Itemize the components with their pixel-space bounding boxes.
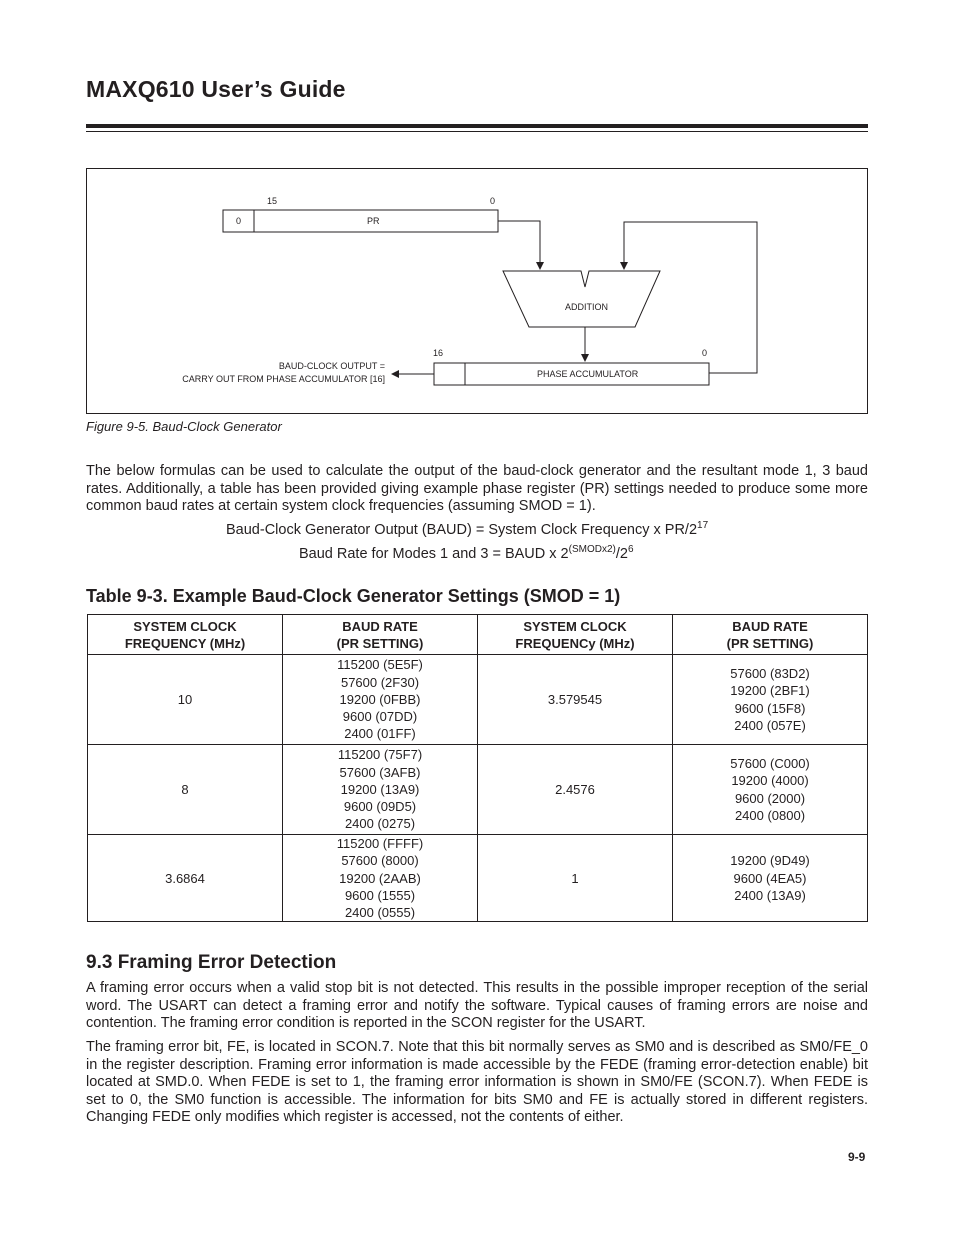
acc-bit-high-label: 16 [433,348,444,358]
table-title: Table 9-3. Example Baud-Clock Generator Settings (SMOD = 1) [86,586,621,606]
table-row [88,745,868,835]
acc-bit-low-label: 0 [702,348,708,358]
output-label-line1: BAUD-CLOCK OUTPUT = [278,361,385,371]
section-heading: 9.3 Framing Error Detection [86,952,337,973]
formula-baud-output-exponent: 17 [697,520,709,531]
section-paragraph-2: The framing error bit, FE, is located in SCON.7. Note that this bit normally serves as SM0 and is described as SM0/FE_0 in the register description. Framing error information is made accessible by the FEDE (framing error-detection enable) bit located at SMD.0. When FEDE is set to 1, the framing error information is shown in SM0/FE (SCON.7). When FEDE is set to 0, the SM0 function is accessible. The information for bits SM0 and FE is actually stored in different registers. Changing FEDE only modifies which register is accessed, not the contents of either. [86,1039,868,1125]
table-row [88,655,868,745]
formula-baud-rate-text: Baud Rate for Modes 1 and 3 = BAUD x 2 [299,546,569,562]
freq-cell: 3.6864 [88,835,283,922]
baud-cell: 115200 (75F7) 57600 (3AFB) 19200 (13A9) 9600 (09D5) 2400 (0275) [283,745,478,835]
addition-label: ADDITION [565,302,609,312]
pr-register-label: PR [367,216,380,226]
table-header-cell: SYSTEM CLOCK FREQUENCY (MHz) [88,615,283,655]
formula-baud-rate [299,546,634,562]
table-header-cell: SYSTEM CLOCK FREQUENCy (MHz) [478,615,673,655]
baud-cell: 19200 (9D49) 9600 (4EA5) 2400 (13A9) [673,835,868,922]
formula-baud-rate-divisor-exponent: 6 [627,544,634,555]
baud-cell: 115200 (FFFF) 57600 (8000) 19200 (2AAB) 9600 (1555) 2400 (0555) [283,835,478,922]
pr-to-adder-arrow [498,221,540,269]
header-rule-thick [86,124,868,128]
formula-baud-output [226,522,708,538]
pr-register-box [223,210,498,232]
table-header-cell: BAUD RATE (PR SETTING) [673,615,868,655]
pr-msb-cell-label: 0 [236,216,242,226]
baud-cell: 115200 (5E5F) 57600 (2F30) 19200 (0FBB) 9600 (07DD) 2400 (01FF) [283,655,478,745]
baud-cell: 57600 (83D2) 19200 (2BF1) 9600 (15F8) 2400 (057E) [673,655,868,745]
page-header-title: MAXQ610 User’s Guide [86,76,346,102]
table-header-row [88,615,868,655]
baud-cell: 57600 (C000) 19200 (4000) 9600 (2000) 2400 (0800) [673,745,868,835]
header-rule-thin [86,131,868,132]
page-number: 9-9 [848,1150,866,1164]
baud-clock-diagram [87,169,867,413]
table-row [88,835,868,922]
freq-cell: 2.4576 [478,745,673,835]
figure-caption: Figure 9-5. Baud-Clock Generator [86,419,282,434]
baud-clock-generator-figure [86,168,868,414]
section-paragraph-1: A framing error occurs when a valid stop bit is not detected. This results in the possible improper reception of the serial word. The USART can detect a framing error and notify the software. Typical causes of framing errors are noise and contention. The framing error condition is reported in the SCON register for the USART. [86,980,868,1031]
formula-baud-output-text: Baud-Clock Generator Output (BAUD) = System Clock Frequency x PR/2 [226,522,698,538]
phase-accumulator-label: PHASE ACCUMULATOR [537,369,639,379]
intro-paragraph: The below formulas can be used to calculate the output of the baud-clock generator and the resultant mode 1, 3 baud rates. Additionally, a table has been provided giving example phase register (PR) settings needed to produce some more common baud rates at certain system clock frequencies (assuming SMOD = 1). [86,463,868,514]
freq-cell: 10 [88,655,283,745]
output-label-line2: CARRY OUT FROM PHASE ACCUMULATOR [16] [182,374,385,384]
pr-bit-high-label: 15 [267,196,278,206]
freq-cell: 3.579545 [478,655,673,745]
addition-block [503,271,660,327]
feedback-arrow [624,222,757,373]
formula-baud-rate-divisor: /2 [615,546,628,562]
freq-cell: 8 [88,745,283,835]
freq-cell: 1 [478,835,673,922]
pr-bit-low-label: 0 [490,196,496,206]
table-header-cell: BAUD RATE (PR SETTING) [283,615,478,655]
baud-settings-table [87,614,868,922]
formula-baud-rate-exponent: (SMODx2) [568,544,616,555]
